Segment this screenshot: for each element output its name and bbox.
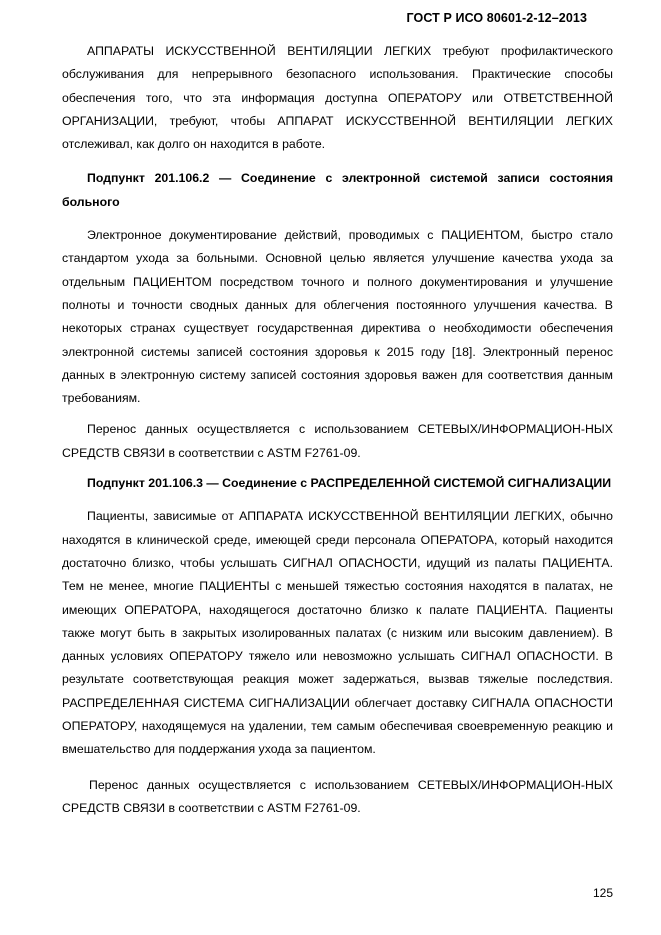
page-number: 125 <box>592 886 613 900</box>
paragraph-data-transfer: Перенос данных осуществляется с использованием СЕТЕВЫХ/ИНФОРМАЦИОН-НЫХ СРЕДСТВ СВЯЗИ в соответствии с ASTM F2761-09. <box>62 422 613 460</box>
document-body <box>62 40 613 832</box>
document-header: ГОСТ Р ИСО 80601-2-12–2013 <box>406 11 587 25</box>
paragraph-data-transfer-repeat: Перенос данных осуществляется с использованием СЕТЕВЫХ/ИНФОРМАЦИОН-НЫХ СРЕДСТВ СВЯЗИ в соответствии с ASTM F2761-09. <box>62 777 613 815</box>
subclause-heading-201-106-2: Подпункт 201.106.2 — Соединение с электронной системой записи состояния больного <box>62 171 613 209</box>
paragraph-electronic-records: Электронное документирование действий, проводимых с ПАЦИЕНТОМ, быстро стало стандартом ухода за больными. Основной целью является улучшение качества ухода за отдельным ПАЦИЕНТОМ посредством точного и полного документирования и улучшение полноты и точности сводных данных для облегчения постоянного улучшения качества. В некоторых странах существует государственная директива о необходимости обеспечения электронной системы записей состояния здоровья к 2015 году [18]. Электронный перенос данных в электронную систему записей состояния здоровья важен для соответствия данным требованиям. <box>62 228 613 406</box>
paragraph-ventilator-maintenance: АППАРАТЫ ИСКУССТВЕННОЙ ВЕНТИЛЯЦИИ ЛЕГКИХ требуют профилактического обслуживания для непрерывного безопасного использования. Практические способы обеспечения того, что эта информация доступна ОПЕРАТОРУ или ОТВЕТСТВЕННОЙ ОРГАНИЗАЦИИ, требуют, чтобы АППАРАТ ИСКУССТВЕННОЙ ВЕНТИЛЯЦИИ ЛЕГКИХ отслеживал, как долго он находится в работе. <box>62 44 613 152</box>
paragraph-distributed-alarm: Пациенты, зависимые от АППАРАТА ИСКУССТВЕННОЙ ВЕНТИЛЯЦИИ ЛЕГКИХ, обычно находятся в клинической среде, имеющей среди персонала ОПЕРАТОРА, который находится достаточно близко, чтобы услышать СИГНАЛ ОПАСНОСТИ, идущий из палаты ПАЦИЕНТА. Тем не менее, многие ПАЦИЕНТЫ с меньшей тяжестью состояния находятся в палатах, не имеющих ОПЕРАТОРА, находящегося достаточно близко к палате ПАЦИЕНТА. Пациенты также могут быть в закрытых изолированных палатах (с низким или высоким давлением). В данных условиях ОПЕРАТОРУ тяжело или невозможно услышать СИГНАЛ ОПАСНОСТИ. В результате соответствующая реакция может задержаться, вызвав тяжелые последствия. РАСПРЕДЕЛЕННАЯ СИСТЕМА СИГНАЛИЗАЦИИ облегчает доставку СИГНАЛА ОПАСНОСТИ ОПЕРАТОРУ, находящемуся на удалении, тем самым обеспечивая своевременную реакцию и вмешательство для поддержания ухода за пациентом. <box>62 509 613 757</box>
subclause-heading-201-106-3: Подпункт 201.106.3 — Соединение с РАСПРЕДЕЛЕННОЙ СИСТЕМОЙ СИГНАЛИЗАЦИИ <box>87 476 612 491</box>
